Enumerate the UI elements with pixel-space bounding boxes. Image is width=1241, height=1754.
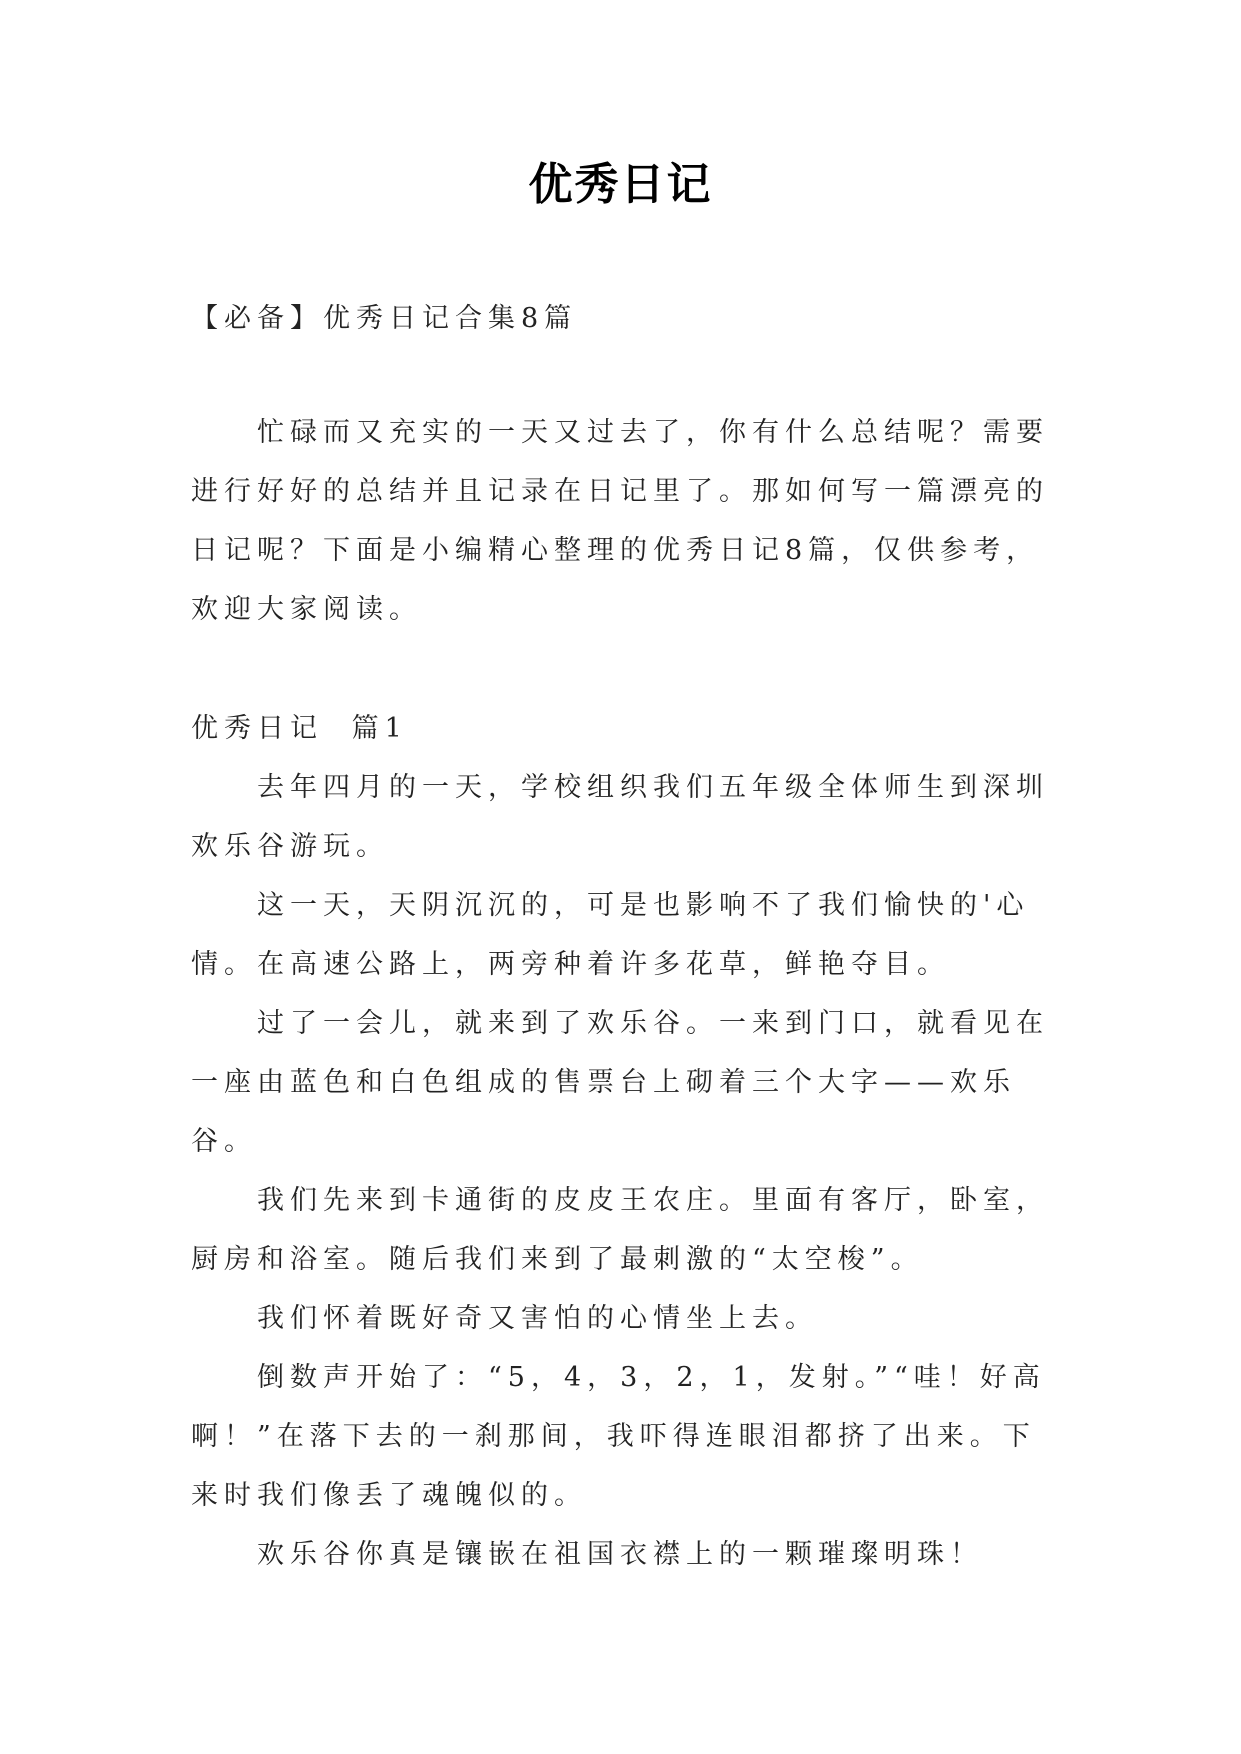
paragraph-line: 我们先来到卡通街的皮皮王农庄。里面有客厅，卧室， — [257, 1185, 1049, 1216]
paragraph-line: 这一天，天阴沉沉的，可是也影响不了我们愉快的'心 — [257, 890, 1030, 921]
paragraph-line: 过了一会儿，就来到了欢乐谷。一来到门口，就看见在 — [257, 1008, 1049, 1039]
paragraph — [191, 758, 1091, 876]
paragraph-line: 情。在高速公路上，两旁种着许多花草，鲜艳夺目。 — [191, 949, 950, 980]
paragraph — [191, 1171, 1091, 1289]
intro-paragraph — [191, 403, 1091, 639]
paragraph-line: 欢乐谷你真是镶嵌在祖国衣襟上的一颗璀璨明珠！ — [257, 1539, 983, 1570]
paragraph-line: 一座由蓝色和白色组成的售票台上砌着三个大字——欢乐 — [191, 1067, 1016, 1098]
paragraph-line: 去年四月的一天，学校组织我们五年级全体师生到深圳 — [257, 772, 1049, 803]
paragraph-line: 来时我们像丢了魂魄似的。 — [191, 1480, 587, 1511]
page-title: 优秀日记 — [528, 159, 713, 210]
paragraph — [191, 1525, 1091, 1584]
paragraph — [191, 1289, 1091, 1348]
paragraph-line: 欢乐谷游玩。 — [191, 831, 389, 862]
paragraph-line: 我们怀着既好奇又害怕的心情坐上去。 — [257, 1303, 818, 1334]
paragraph — [191, 876, 1091, 994]
paragraph — [191, 994, 1091, 1171]
paragraph-line: 谷。 — [191, 1126, 257, 1157]
paragraph-line: 啊！”在落下去的一刹那间，我吓得连眼泪都挤了出来。下 — [191, 1421, 1036, 1452]
paragraph-line: 忙碌而又充实的一天又过去了，你有什么总结呢？需要 — [257, 417, 1049, 448]
document-body — [191, 289, 1091, 1584]
paragraph-line: 日记呢？下面是小编精心整理的优秀日记8篇，仅供参考， — [191, 535, 1040, 566]
section-heading: 优秀日记 篇1 — [191, 713, 408, 744]
paragraph-line: 欢迎大家阅读。 — [191, 594, 422, 625]
paragraph-line: 倒数声开始了：“5，4，3，2，1，发射。”“哇！好高 — [257, 1362, 1046, 1393]
paragraph-line: 进行好好的总结并且记录在日记里了。那如何写一篇漂亮的 — [191, 476, 1049, 507]
diary-section — [191, 699, 1091, 1584]
document-subtitle: 【必备】优秀日记合集8篇 — [191, 303, 578, 334]
paragraph-line: 厨房和浴室。随后我们来到了最刺激的“太空梭”。 — [191, 1244, 924, 1275]
paragraph — [191, 1348, 1091, 1525]
